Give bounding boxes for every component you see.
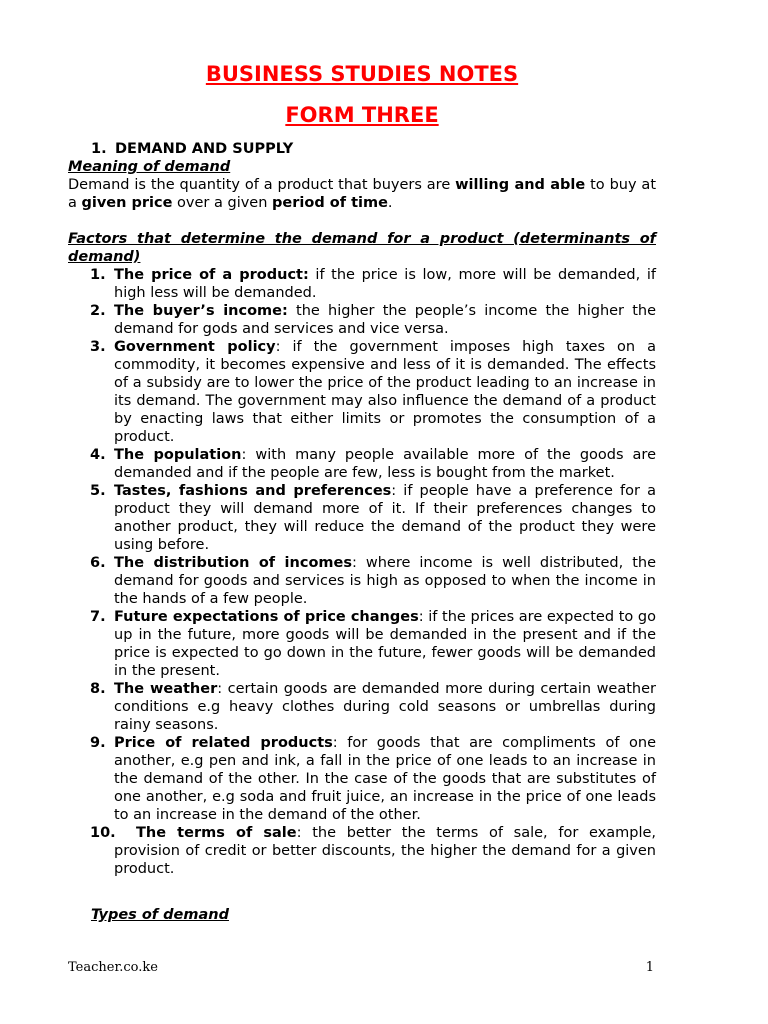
list-item: 4. The population: with many people available more of the goods are demanded and if the people are few, less is bought from the market. [90, 447, 656, 481]
page-number: 1 [645, 960, 654, 975]
list-item: 2. The buyer’s income: the higher the people’s income the higher the demand for gods and services and vice versa. [90, 303, 657, 337]
list-item: 5. Tastes, fashions and preferences: if people have a preference for a product they will demand more of it. If their preferences changes to another product, they will reduce the demand of the product they were using before. [90, 483, 656, 553]
list-item: 9. Price of related products: for goods that are compliments of one another, e.g pen and ink, a fall in the price of one leads to an increase in the demand of the other. In the case of the goods that are substitutes of one another, e.g soda and fruit juice, an increase in the price of one leads to an increase in the demand of the other. [90, 735, 656, 823]
list-item: 1. The price of a product: if the price is low, more will be demanded, if high less will be demanded. [90, 267, 656, 301]
meaning-paragraph: Demand is the quantity of a product that buyers are willing and able to buy at a given price over a given period of time. [68, 177, 656, 211]
section-heading [91, 140, 656, 158]
factors-heading: Factors that determine the demand for a product (determinants of demand) [68, 231, 656, 265]
list-item: 6. The distribution of incomes: where income is well distributed, the demand for goods and services is high as opposed to when the income in the hands of a few people. [90, 555, 656, 607]
page-footer [68, 960, 656, 976]
meaning-heading: Meaning of demand [68, 159, 231, 175]
factors-list [68, 266, 656, 878]
document-title: BUSINESS STUDIES NOTES [205, 62, 519, 86]
list-item: 8. The weather: certain goods are demanded more during certain weather conditions e.g heavy clothes during cold seasons or umbrellas during rainy seasons. [90, 681, 656, 733]
list-item: 7. Future expectations of price changes: if the prices are expected to go up in the future, more goods will be demanded in the present and if the price is expected to go down in the future, fewer goods will be demanded in the present. [90, 609, 656, 679]
list-item: 3. Government policy: if the government imposes high taxes on a commodity, it becomes expensive and less of it is demanded. The effects of a subsidy are to lower the price of the product leading to an increase in its demand. The government may also influence the demand of a product by enacting laws that either limits or promotes the consumption of a product. [90, 339, 656, 445]
document-page [68, 58, 656, 924]
types-heading: Types of demand [91, 907, 229, 923]
section-number: 1. [91, 141, 107, 157]
footer-site: Teacher.co.ke [68, 960, 158, 975]
section-title: DEMAND AND SUPPLY [115, 141, 294, 157]
form-title: FORM THREE [285, 103, 439, 127]
list-item: 10. The terms of sale: the better the terms of sale, for example, provision of credit or better discounts, the higher the demand for a given product. [90, 825, 657, 877]
